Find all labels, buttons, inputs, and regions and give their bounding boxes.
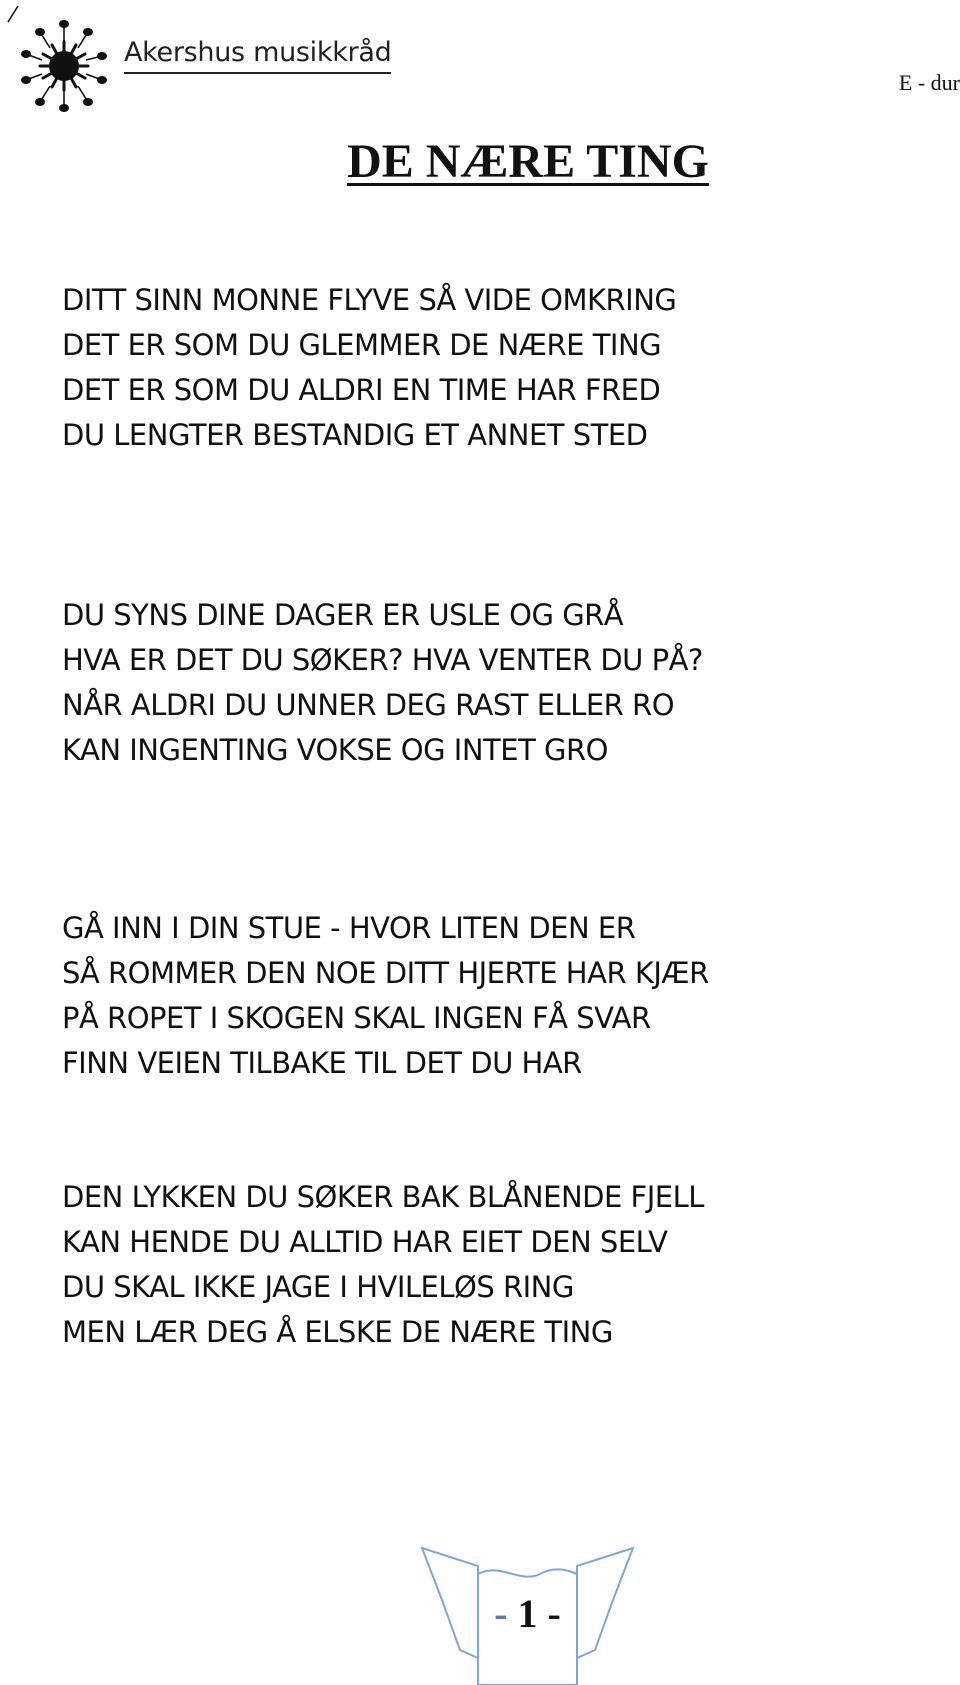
page-dash-right: - — [547, 1591, 561, 1636]
lyric-line: DET ER SOM DU ALDRI EN TIME HAR FRED — [62, 373, 661, 407]
song-title — [0, 134, 960, 190]
verse-2 — [62, 593, 703, 773]
lyric-line: DEN LYKKEN DU SØKER BAK BLÅNENDE FJELL — [62, 1180, 704, 1214]
page-number — [420, 1592, 635, 1636]
lyric-line: MEN LÆR DEG Å ELSKE DE NÆRE TING — [62, 1315, 613, 1349]
verse-1 — [62, 278, 676, 458]
lyric-line: GÅ INN I DIN STUE - HVOR LITEN DEN ER — [62, 911, 636, 945]
song-key: E - dur — [898, 70, 960, 95]
lyric-line: KAN INGENTING VOKSE OG INTET GRO — [62, 733, 608, 767]
lyric-line: HVA ER DET DU SØKER? HVA VENTER DU PÅ? — [62, 643, 703, 677]
song-title-text: DE NÆRE TING — [347, 135, 709, 188]
lyric-line: DITT SINN MONNE FLYVE SÅ VIDE OMKRING — [62, 283, 677, 317]
org-name: Akershus musikkråd — [124, 36, 391, 74]
verse-3 — [62, 906, 709, 1086]
verse-4 — [62, 1175, 704, 1355]
lyric-line: DU SYNS DINE DAGER ER USLE OG GRÅ — [62, 598, 624, 632]
page-dash-left: - — [494, 1591, 508, 1636]
lyric-line: SÅ ROMMER DEN NOE DITT HJERTE HAR KJÆR — [62, 956, 709, 990]
page-number-value: 1 — [517, 1591, 538, 1636]
lyric-line: DU SKAL IKKE JAGE I HVILELØS RING — [62, 1270, 574, 1304]
logo-icon — [6, 4, 110, 114]
page-header — [0, 0, 960, 120]
lyric-line: KAN HENDE DU ALLTID HAR EIET DEN SELV — [62, 1225, 668, 1259]
lyric-line: NÅR ALDRI DU UNNER DEG RAST ELLER RO — [62, 688, 675, 722]
lyric-line: FINN VEIEN TILBAKE TIL DET DU HAR — [62, 1046, 582, 1080]
lyric-line: DU LENGTER BESTANDIG ET ANNET STED — [62, 418, 648, 452]
lyric-line: PÅ ROPET I SKOGEN SKAL INGEN FÅ SVAR — [62, 1001, 651, 1035]
lyric-line: DET ER SOM DU GLEMMER DE NÆRE TING — [62, 328, 662, 362]
